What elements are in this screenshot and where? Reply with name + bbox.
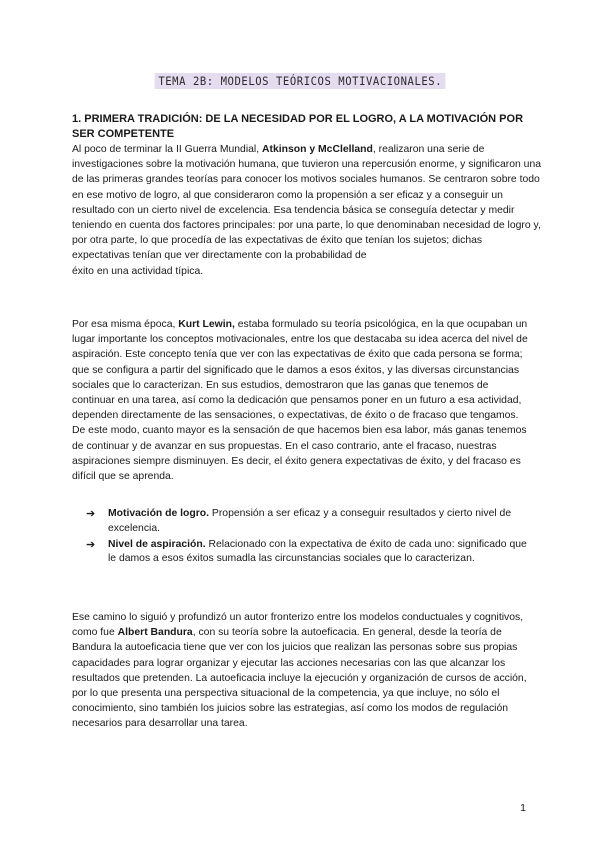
arrow-icon: ➔ [86,508,96,520]
section-heading: 1. PRIMERA TRADICIÓN: DE LA NECESIDAD POR EL LOGRO, A LA MOTIVACIÓN POR SER COMPETENTE [72,113,524,140]
bullet-item [86,507,536,537]
bullet-term: Nivel de aspiración. [108,538,206,550]
paragraph-atkinson [72,142,542,279]
para3-lead: Ese camino lo siguió y profundizó un autor fronterizo entre los modelos conductuales y cognitivos, como fue [72,612,524,639]
para1-rest: , realizaron una serie de investigaciones sobre la motivación humana, que tuvieron una repercusión enorme, y significaron una de las primeras grandes teorías para conocer los motivos sociales humanos. Se centraron sobre todo en ese motivo de logro, al que consideraron como la propensión a ser eficaz y a conseguir un resultado con un cierto nivel de excelencia. Esa tendencia básica se conseguía detectar y medir teniendo en cuenta dos factores principales: por una parte, lo que denominaban necesidad de logro y, por otra parte, lo que procedía de las expectativas de éxito que tenían los sujetos; dichas expectativas tenían que ver directamente con la probabilidad de [72,144,542,262]
para1-tail: éxito en una actividad típica. [72,265,204,277]
paragraph-lewin [72,317,534,484]
para1-lead: Al poco de terminar la II Guerra Mundial, [72,144,263,155]
arrow-icon: ➔ [86,538,96,551]
para2-rest: estaba formulado su teoría psicológica, en la que ocupaban un lugar importante los conceptos motivacionales, entre los que destacaba su idea acerca del nivel de aspiración. Este concepto tenía que ver con las expectativas de éxito que cada persona se forma; que se configura a partir del significado que le damos a esos éxitos, y las diversas circunstancias sociales que lo caracterizan. En sus estudios, demostraron que las ganas que tenemos de continuar en una tarea, así como la dedicación que pensamos poner en un futuro a esa actividad, dependen directamente de las sensaciones, o expectativas, de éxito o de fracaso que tengamos. De este modo, cuanto mayor es la sensación de que hacemos bien esa labor, más ganas tenemos de continuar y de avanzar en sus propuestas. En el caso contrario, ante el fracaso, nuestras aspiraciones siempre disminuyen. Es decir, el éxito genera expectativas de éxito, y del fracaso es difícil que se aprenda. [72,319,528,483]
page-title: TEMA 2B: MODELOS TEÓRICOS MOTIVACIONALES. [154,73,445,89]
title-block [0,72,600,90]
para1-bold: Atkinson y McClelland [262,144,373,155]
para2-bold: Kurt Lewin, [178,319,235,330]
bullet-term: Motivación de logro. [108,508,210,519]
bullet-text: Propensión a ser eficaz y a conseguir resultados y cierto nivel de excelencia. [108,508,512,534]
bullet-item [86,538,536,568]
page-number: 1 [520,802,526,814]
para2-lead: Por esa misma época, [72,319,179,330]
bullet-list [86,507,536,568]
para3-bold: Albert Bandura [117,627,193,639]
bullet-text: Relacionado con la expectativa de éxito de cada uno: significado que le damos a esos éxitos sumadla las circunstancias sociales que lo caracterizan. [108,538,527,565]
para3-rest: , con su teoría sobre la autoeficacia. En general, desde la teoría de Bandura la autoeficacia tiene que ver con los juicios que realizan las personas sobre sus propias capacidades para lograr organizar y ejecutar las acciones necesarias con las que alcanzar los resultados que pretenden. La autoeficacia incluye la ejecución y organización de cursos de acción, por lo que presenta una perspectiva situacional de la competencia, ya que incluye, no sólo el conocimiento, sino también los juicios sobre las estrategias, así como los modos de regulación necesarios para desarrollar una tarea. [72,627,527,730]
paragraph-bandura [72,610,542,732]
